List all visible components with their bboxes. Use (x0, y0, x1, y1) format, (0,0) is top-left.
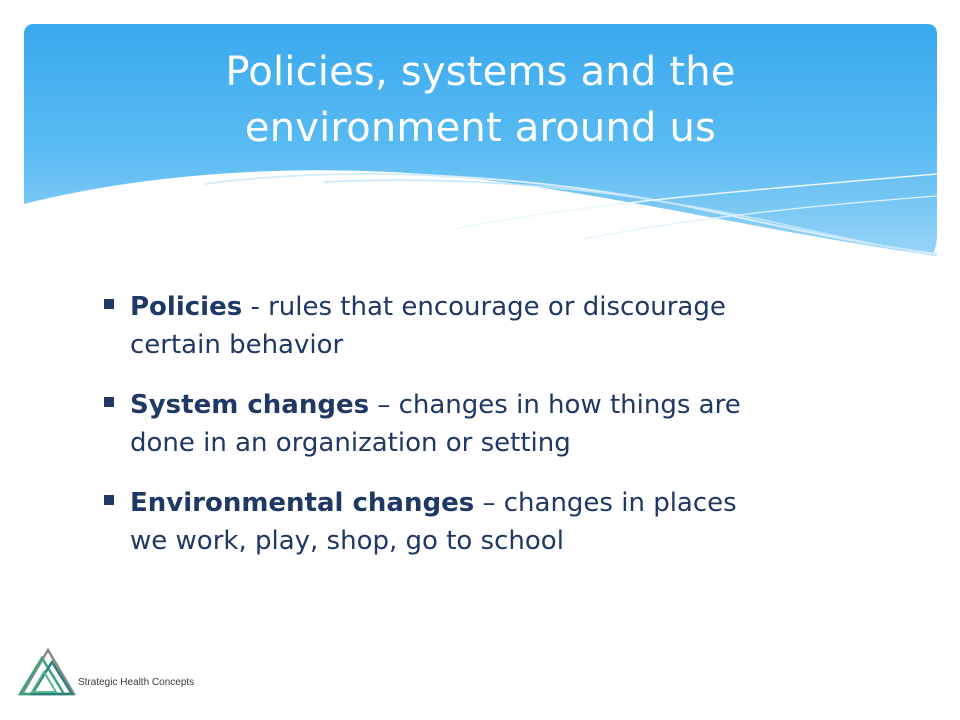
square-bullet-icon (102, 288, 124, 326)
bullet-text-continuation: we work, play, shop, go to school (130, 526, 564, 556)
bullet-text: changes in places (503, 488, 737, 518)
bullet-separator: - (242, 292, 269, 322)
title-line-1: Policies, systems and the (225, 49, 736, 95)
title-line-2: environment around us (244, 105, 717, 151)
square-bullet-icon (102, 484, 124, 522)
bullet-item-policies (102, 288, 882, 364)
bullet-list (102, 288, 882, 582)
bullet-term: Policies (130, 292, 243, 322)
bullet-text-continuation: certain behavior (130, 330, 344, 360)
bullet-text-continuation: done in an organization or setting (130, 428, 571, 458)
bullet-item-system-changes (102, 386, 882, 462)
square-bullet-icon (102, 386, 124, 424)
slide-title (24, 44, 937, 156)
bullet-item-environmental-changes (102, 484, 882, 560)
bullet-term: System changes (130, 390, 370, 420)
bullet-term: Environmental changes (130, 488, 475, 518)
bullet-text: rules that encourage or discourage (268, 292, 726, 322)
bullet-separator: – (369, 390, 399, 420)
company-logo (18, 648, 238, 698)
bullet-text: changes in how things are (398, 390, 741, 420)
bullet-separator: – (474, 488, 504, 518)
triangle-logo-icon (18, 648, 78, 698)
logo-text: Strategic Health Concepts (78, 677, 195, 688)
